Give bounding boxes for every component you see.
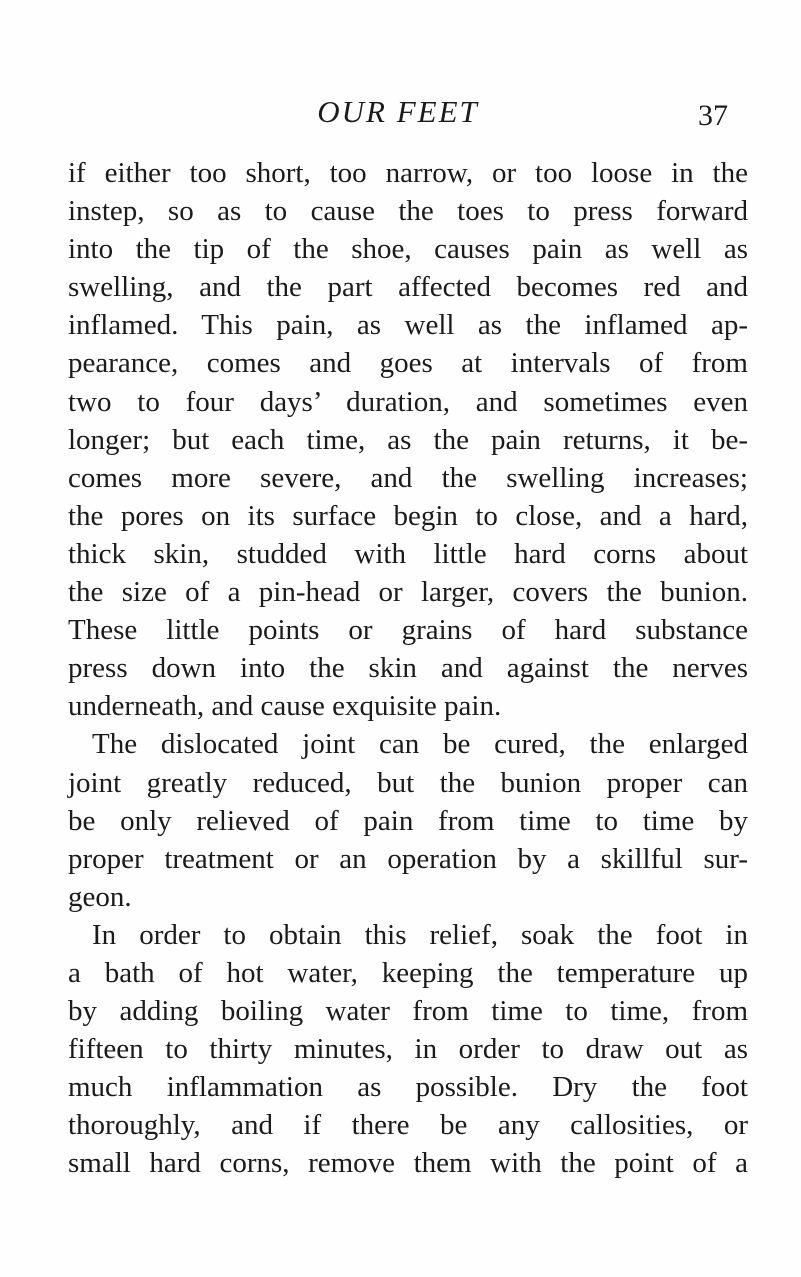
text-line: geon. [68, 880, 132, 913]
text-line: much inflammation as possible. Dry the foot [68, 1071, 748, 1104]
text-line: the size of a pin-head or larger, covers the bunion. [68, 576, 748, 609]
text-line: pearance, comes and goes at intervals of from [68, 347, 748, 380]
running-head [68, 92, 728, 132]
text-line: into the tip of the shoe, causes pain as well as [68, 233, 748, 266]
text-line: proper treatment or an operation by a skillful sur- [68, 842, 748, 875]
text-line: thoroughly, and if there be any callosities, or [68, 1109, 748, 1142]
text-line: press down into the skin and against the nerves [68, 652, 748, 685]
text-line: comes more severe, and the swelling increases; [68, 461, 748, 494]
text-line: a bath of hot water, keeping the temperature up [68, 956, 748, 989]
paragraph-start-line: The dislocated joint can be cured, the enlarged [92, 728, 748, 761]
text-line: by adding boiling water from time to time, from [68, 995, 748, 1028]
text-line: underneath, and cause exquisite pain. [68, 690, 502, 723]
text-line: joint greatly reduced, but the bunion proper can [68, 766, 748, 799]
text-line: small hard corns, remove them with the point of a [68, 1147, 748, 1180]
text-line: instep, so as to cause the toes to press forward [68, 195, 748, 228]
page-number: 37 [698, 99, 728, 132]
text-line: longer; but each time, as the pain returns, it be- [68, 423, 748, 456]
text-line: swelling, and the part affected becomes red and [68, 271, 748, 304]
text-line: if either too short, too narrow, or too loose in the [68, 157, 748, 189]
text-line: inflamed. This pain, as well as the inflamed ap- [68, 309, 748, 342]
text-line: be only relieved of pain from time to time by [68, 804, 748, 837]
body-text [68, 154, 748, 1183]
text-line: fifteen to thirty minutes, in order to draw out as [68, 1033, 748, 1066]
text-line: the pores on its surface begin to close, and a hard, [68, 499, 748, 532]
text-line: two to four days’ duration, and sometimes even [68, 385, 748, 418]
text-line: thick skin, studded with little hard corns about [68, 537, 748, 570]
paragraph-start-line: In order to obtain this relief, soak the foot in [92, 918, 748, 951]
running-title: OUR FEET [317, 94, 479, 129]
text-line: These little points or grains of hard substance [68, 614, 748, 647]
